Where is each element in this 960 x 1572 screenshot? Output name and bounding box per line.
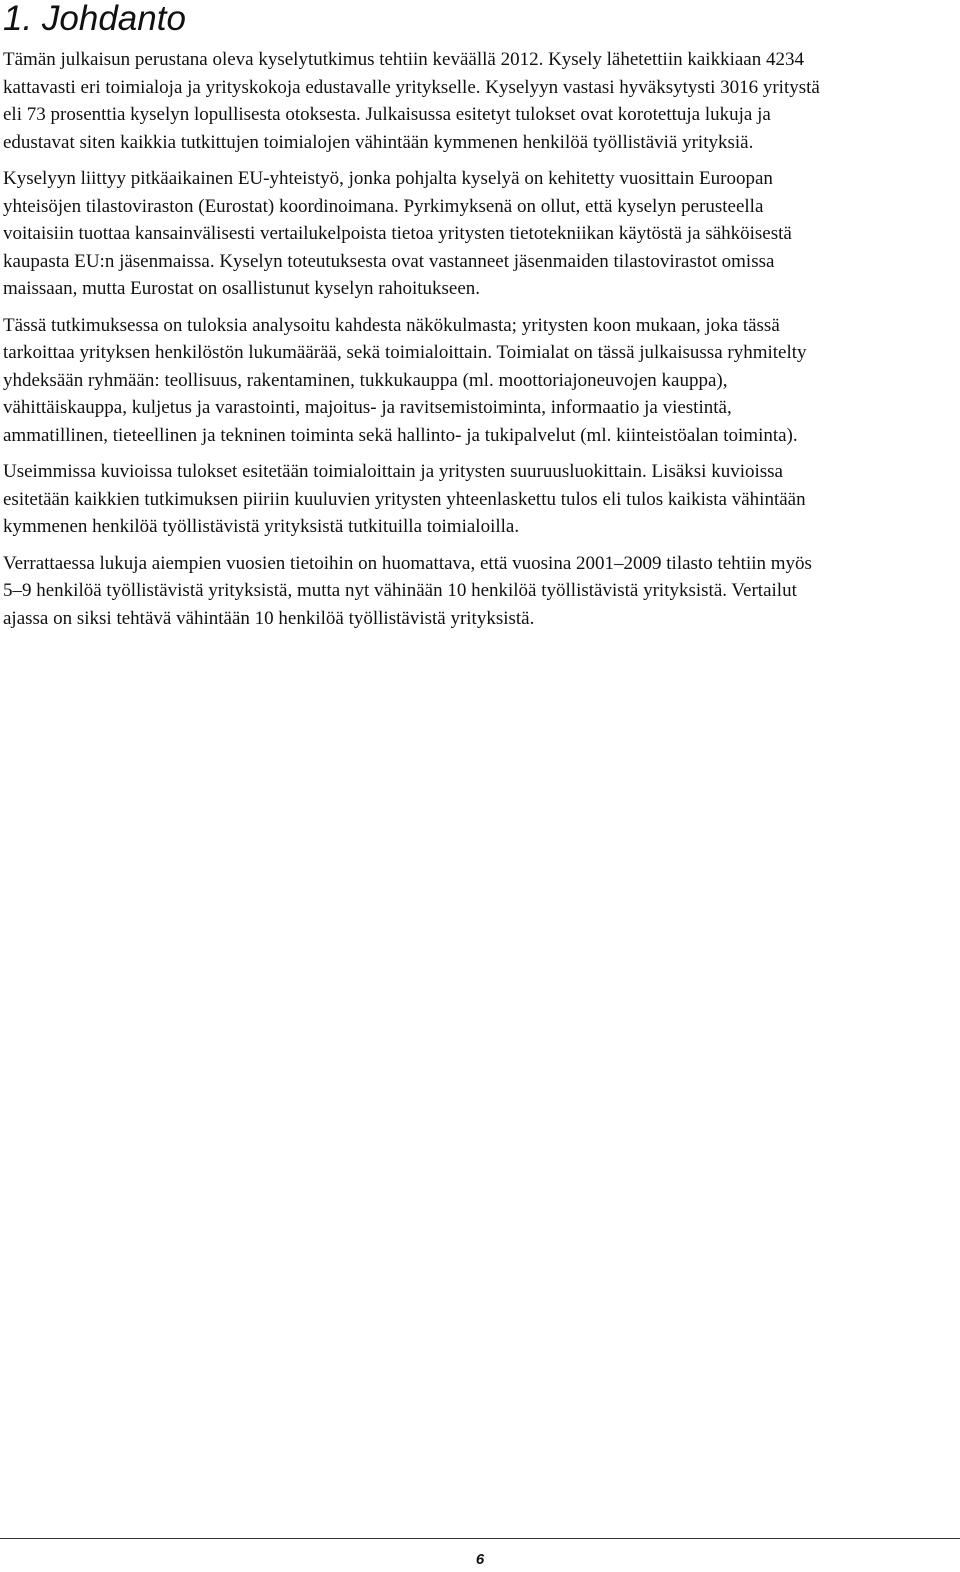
- footer-divider: [0, 1538, 960, 1539]
- paragraph-survey: [3, 46, 959, 156]
- text-line: kymmenen henkilöä työllistävistä yrityksistä tutkituilla toimialoilla.: [3, 516, 520, 537]
- paragraph-analysis: [3, 312, 959, 450]
- text-line: Tässä tutkimuksessa on tuloksia analysoitu kahdesta näkökulmasta; yritysten koon mukaan, joka tässä: [3, 314, 780, 336]
- text-line: Kyselyyn liittyy pitkäaikainen EU-yhteistyö, jonka pohjalta kyselyä on kehitetty vuosittain Euroopan: [3, 168, 773, 189]
- paragraph-eu-cooperation: [3, 165, 959, 303]
- text-line: kattavasti eri toimialoja ja yrityskokoja edustavalle yritykselle. Kyselyyn vastasi hyväksytysti 3016 yritystä: [3, 76, 820, 98]
- text-line: tarkoittaa yrityksen henkilöstön lukumäärää, sekä toimialoittain. Toimialat on tässä julkaisussa ryhmitelty: [3, 342, 807, 363]
- text-line: yhdeksään ryhmään: teollisuus, rakentaminen, tukkukauppa (ml. moottoriajoneuvojen kauppa),: [3, 369, 728, 391]
- text-line: edustavat siten kaikkia tutkittujen toimialojen vähintään kymmenen henkilöä työllistäviä yrityksiä.: [3, 131, 754, 153]
- text-line: ammatillinen, tieteellinen ja tekninen toiminta sekä hallinto- ja tukipalvelut (ml. kiinteistöalan toiminta).: [3, 424, 798, 446]
- text-line: Verrattaessa lukuja aiempien vuosien tietoihin on huomattava, että vuosina 2001–2009 tilasto tehtiin myös: [3, 552, 812, 574]
- text-line: kaupasta EU:n jäsenmaissa. Kyselyn toteutuksesta ovat vastanneet jäsenmaiden tilastovirastot omissa: [3, 250, 775, 272]
- text-line: ajassa on siksi tehtävä vähintään 10 henkilöä työllistävistä yrityksistä.: [3, 607, 535, 629]
- text-line: Tämän julkaisun perustana oleva kyselytutkimus tehtiin keväällä 2012. Kysely lähetettiin kaikkiaan 4234: [3, 49, 804, 70]
- paragraph-comparison: [3, 550, 959, 633]
- page-number: 6: [475, 1551, 485, 1568]
- paragraph-figures: [3, 458, 959, 541]
- text-line: yhteisöjen tilastoviraston (Eurostat) koordinoimana. Pyrkimyksenä on ollut, että kyselyn perusteella: [3, 195, 764, 217]
- text-line: eli 73 prosenttia kyselyn lopullisesta otoksesta. Julkaisussa esitetyt tulokset ovat korotettuja lukuja ja: [3, 104, 771, 125]
- text-line: voitaisiin tuottaa kansainvälisesti vertailukelpoista tietoa yritysten tietotekniikan käytöstä ja sähköisestä: [3, 223, 792, 244]
- text-line: vähittäiskauppa, kuljetus ja varastointi, majoitus- ja ravitsemistoiminta, informaatio ja viestintä,: [3, 397, 732, 418]
- text-line: esitetään kaikkien tutkimuksen piiriin kuuluvien yritysten yhteenlaskettu tulos eli tulos kaikista vähintään: [3, 488, 806, 510]
- section-heading: 1. Johdanto: [3, 0, 186, 38]
- text-line: 5–9 henkilöä työllistävistä yrityksistä, mutta nyt vähinään 10 henkilöä työllistävistä yrityksistä. Vertailut: [3, 580, 797, 601]
- text-line: Useimmissa kuvioissa tulokset esitetään toimialoittain ja yritysten suuruusluokittain. Lisäksi kuvioissa: [3, 461, 783, 482]
- text-line: maissaan, mutta Eurostat on osallistunut kyselyn rahoitukseen.: [3, 278, 481, 299]
- body-text: [3, 46, 959, 641]
